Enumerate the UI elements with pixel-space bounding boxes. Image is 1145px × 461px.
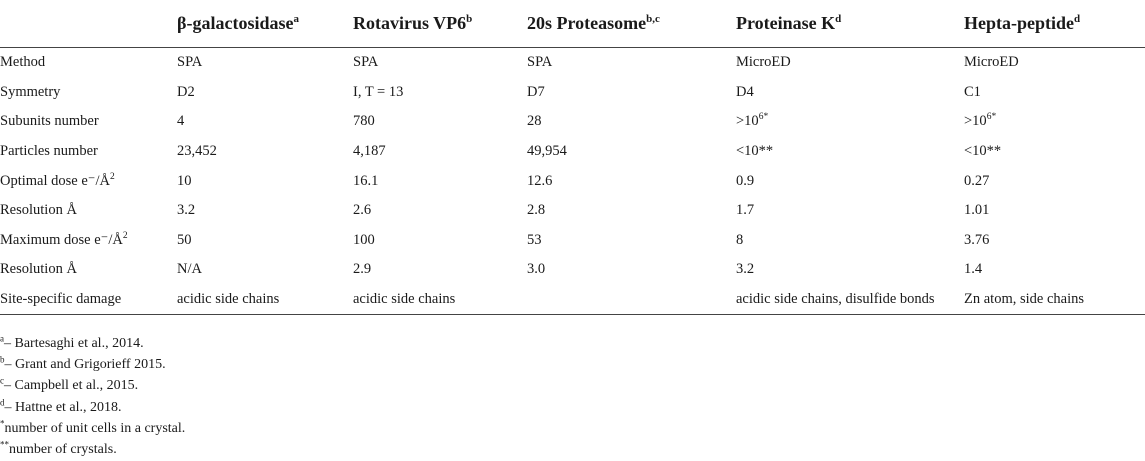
table-cell: 28: [527, 113, 542, 130]
table-cell: 23,452: [177, 143, 217, 160]
footnote-b: $^b$– Grant and Grigorieff 2015.: [0, 354, 166, 373]
row-particles-number: [0, 137, 1145, 167]
table-cell: Zn atom, side chains: [964, 285, 1145, 315]
table-cell: 3.76: [964, 231, 990, 248]
row-symmetry: [0, 78, 1145, 108]
header-rotavirus-vp6: Rotavirus VP6$^b$: [353, 0, 527, 48]
table-cell: 3.0: [527, 261, 546, 278]
table-cell: N/A: [177, 261, 202, 278]
table-cell: I, T = 13: [353, 83, 404, 100]
header-beta-galactosidase: β-galactosidase$^a$: [177, 0, 353, 48]
table-cell: 780: [353, 113, 375, 130]
table-cell: 3.2: [736, 261, 755, 278]
table-cell: $>10^{6*}$: [736, 112, 769, 130]
table-cell: 4: [177, 113, 185, 130]
table-cell: D7: [527, 83, 545, 100]
table-cell: 1.7: [736, 202, 755, 219]
table-cell: 4,187: [353, 143, 386, 160]
row-label: Optimal dose $e^-/Å^2$: [0, 171, 115, 189]
table-cell: 2.9: [353, 261, 372, 278]
table-cell: 50: [177, 231, 192, 248]
row-label: Subunits number: [0, 113, 99, 130]
table-cell: <10**: [964, 143, 1002, 160]
footnote-asterisk: *number of unit cells in a crystal.: [0, 418, 186, 436]
table-cell: 10: [177, 172, 192, 189]
table-cell: 16.1: [353, 172, 379, 189]
row-resolution-maximum: [0, 255, 1145, 285]
footnote-a: $^a$– Bartesaghi et al., 2014.: [0, 333, 144, 351]
table-cell: 1.01: [964, 202, 990, 219]
table-cell: 53: [527, 231, 542, 248]
table-cell: D4: [736, 83, 754, 100]
row-maximum-dose: [0, 226, 1145, 256]
table-cell: 8: [736, 231, 744, 248]
table-cell: $>10^{6*}$: [964, 112, 997, 130]
row-label: Particles number: [0, 143, 98, 160]
footnote-double-asterisk: **number of crystals.: [0, 439, 117, 458]
row-label: Maximum dose $e^-/Å^2$: [0, 231, 128, 248]
header-row: [0, 0, 1145, 48]
table-cell: 2.6: [353, 202, 372, 219]
header-cell-blank: [0, 0, 177, 48]
table-cell: 0.27: [964, 172, 990, 189]
row-resolution-optimal: [0, 196, 1145, 226]
header-hepta-peptide: Hepta-peptide$^d$: [964, 0, 1145, 48]
table-cell: acidic side chains: [177, 285, 353, 315]
table-cell: 2.8: [527, 202, 546, 219]
table-cell: SPA: [527, 54, 553, 71]
header-proteinase-k: Proteinase $K^d$: [736, 0, 964, 48]
table-cell: SPA: [353, 54, 379, 71]
footnotes: [0, 333, 185, 460]
header-20s-proteasome: 20s Proteasome$^{b,c}$: [527, 0, 736, 48]
table-cell: 1.4: [964, 261, 983, 278]
table-cell: 49,954: [527, 143, 567, 160]
row-subunits-number: [0, 107, 1145, 137]
row-label: Resolution Å: [0, 261, 77, 278]
table-cell: <10**: [736, 143, 774, 160]
table-cell: MicroED: [736, 54, 791, 71]
table-cell: 0.9: [736, 172, 755, 189]
table-cell: 12.6: [527, 172, 553, 189]
table-cell: acidic side chains, disulfide bonds: [736, 285, 964, 315]
table-cell: 100: [353, 231, 375, 248]
table-cell: MicroED: [964, 54, 1019, 71]
row-site-specific-damage: [0, 285, 1145, 315]
table-cell: C1: [964, 83, 981, 100]
row-method: [0, 48, 1145, 78]
row-label: Resolution Å: [0, 202, 77, 219]
table-cell: 3.2: [177, 202, 196, 219]
table-cell: D2: [177, 83, 195, 100]
table-cell: acidic side chains: [353, 285, 527, 315]
row-label: Symmetry: [0, 83, 61, 100]
table-cell: [527, 285, 736, 315]
table-cell: SPA: [177, 54, 203, 71]
footnote-c: $^c$– Campbell et al., 2015.: [0, 375, 139, 394]
row-optimal-dose: [0, 166, 1145, 196]
row-label: Method: [0, 54, 46, 71]
footnote-d: $^d$– Hattne et al., 2018.: [0, 396, 122, 415]
row-label: Site-specific damage: [0, 285, 177, 315]
